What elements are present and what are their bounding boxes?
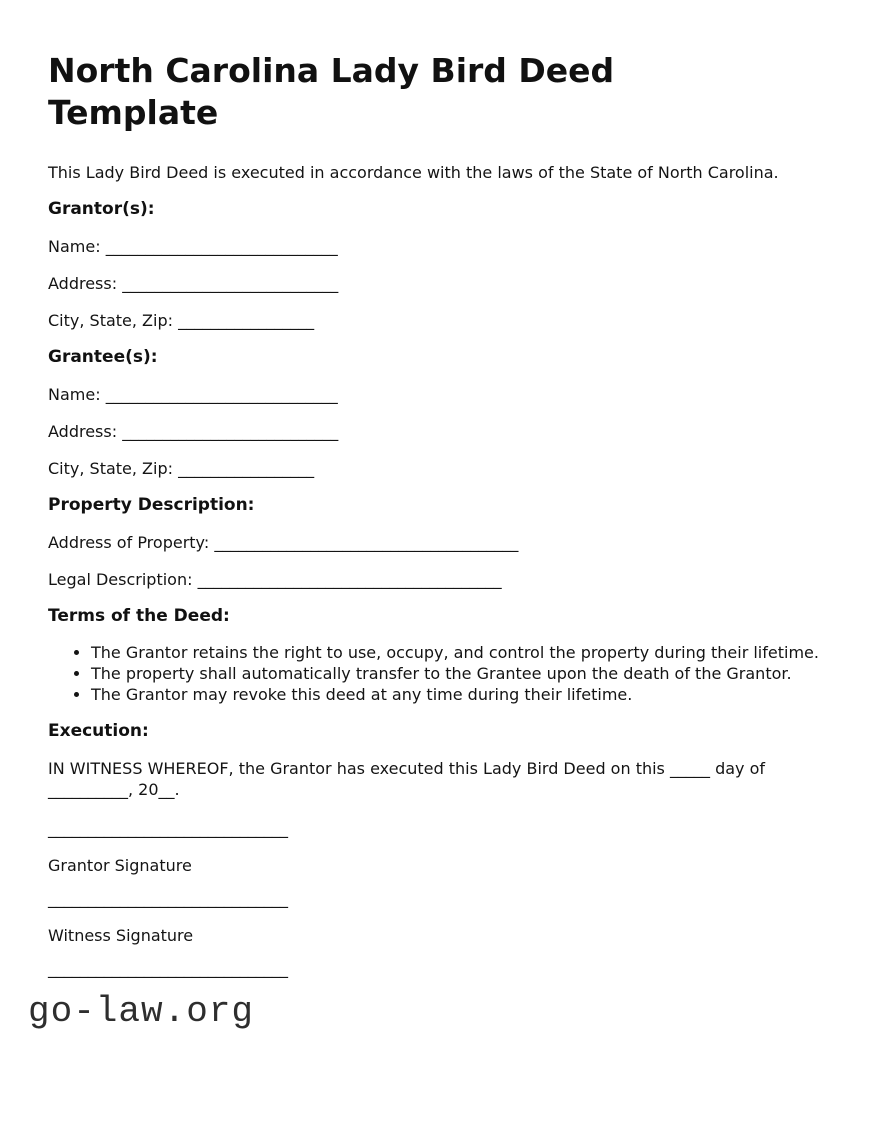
section-heading-grantor: Grantor(s): <box>48 199 155 219</box>
intro-paragraph: This Lady Bird Deed is executed in accordance with the laws of the State of North Carolina. <box>48 163 779 182</box>
field-blank: ___________________________ <box>122 422 339 441</box>
field-label: City, State, Zip: <box>48 459 179 478</box>
signature-block-witness <box>48 888 821 946</box>
field-label: City, State, Zip: <box>48 311 179 330</box>
section-heading-execution: Execution: <box>48 721 149 742</box>
field-blank: ______________________________________ <box>197 570 502 589</box>
signature-line: ______________________________ <box>48 819 288 839</box>
field-row-grantor-name <box>48 236 821 257</box>
field-label: Address: <box>48 274 123 293</box>
field-label: Legal Description: <box>48 570 198 589</box>
signature-line: ______________________________ <box>48 889 288 909</box>
field-row-grantor-address <box>48 273 821 294</box>
field-row-grantee-address <box>48 421 821 442</box>
field-blank: ______________________________________ <box>214 533 519 552</box>
terms-item: • The Grantor may revoke this deed at any time during their lifetime. <box>91 685 821 706</box>
signature-label-witness: Witness Signature <box>48 926 194 946</box>
field-blank: _________________ <box>178 311 315 330</box>
field-blank: _____________________________ <box>105 237 338 256</box>
terms-list <box>48 643 821 705</box>
field-label: Name: <box>48 237 106 256</box>
field-label: Address: <box>48 422 123 441</box>
field-row-grantor-city-state-zip <box>48 310 821 331</box>
watermark: go-law.org <box>28 991 255 1033</box>
field-row-legal-description <box>48 569 821 590</box>
field-row-grantee-name <box>48 384 821 405</box>
field-blank: ___________________________ <box>122 274 339 293</box>
execution-paragraph: IN WITNESS WHEREOF, the Grantor has executed this Lady Bird Deed on this _____ day of __________, 20__. <box>48 759 765 800</box>
field-row-property-address <box>48 532 821 553</box>
signature-line: ______________________________ <box>48 959 288 979</box>
signature-block-grantor <box>48 818 821 876</box>
page-title: North Carolina Lady Bird Deed Template <box>48 51 615 132</box>
field-row-grantee-city-state-zip <box>48 458 821 479</box>
field-blank: _________________ <box>178 459 315 478</box>
terms-item: • The property shall automatically transfer to the Grantee upon the death of the Grantor. <box>91 664 821 685</box>
section-heading-grantee: Grantee(s): <box>48 347 158 367</box>
section-heading-terms: Terms of the Deed: <box>48 606 230 626</box>
signature-block-notary <box>48 958 821 979</box>
field-label: Address of Property: <box>48 533 215 552</box>
section-heading-property-description: Property Description: <box>48 495 255 515</box>
field-label: Name: <box>48 385 106 404</box>
field-blank: _____________________________ <box>105 385 338 404</box>
terms-item: • The Grantor retains the right to use, occupy, and control the property during their lifetime. <box>91 643 821 664</box>
signature-label-grantor: Grantor Signature <box>48 856 192 876</box>
